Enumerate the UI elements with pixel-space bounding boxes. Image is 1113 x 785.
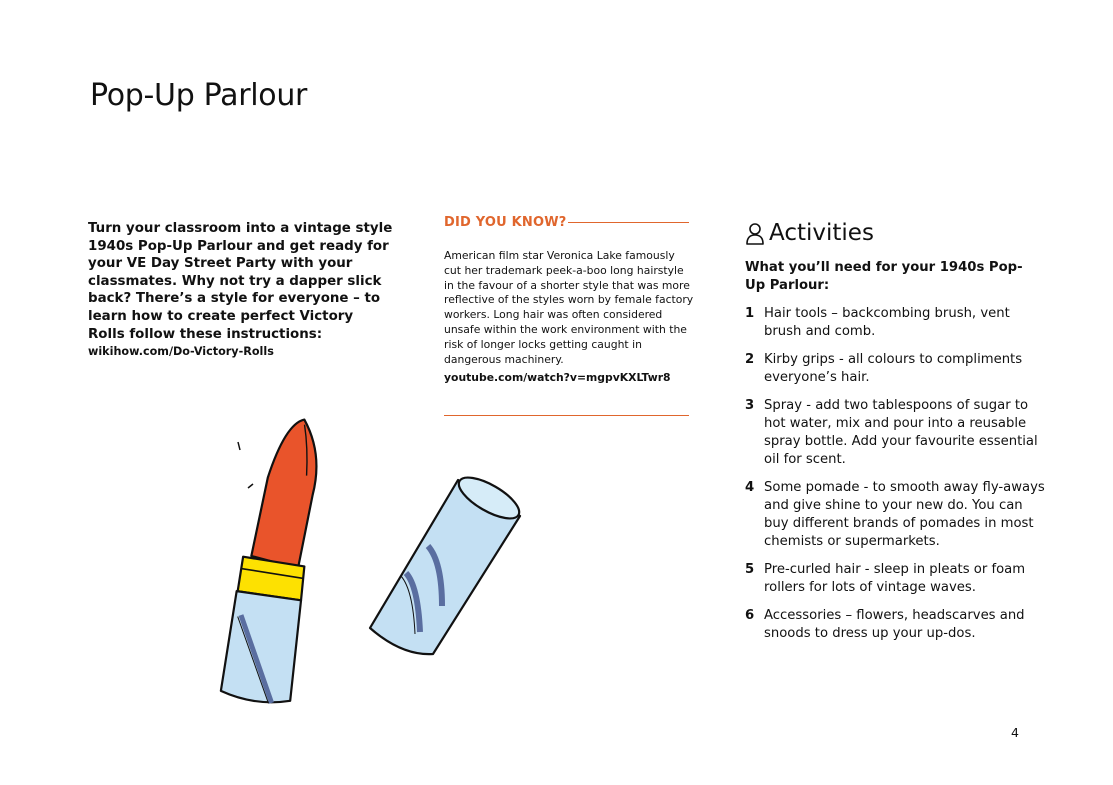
item-text: Pre-curled hair - sleep in pleats or foam rollers for lots of vintage waves. <box>764 562 1026 595</box>
activities-list <box>745 305 1045 653</box>
sketch-mark <box>248 484 253 488</box>
page-title: Pop-Up Parlour <box>90 78 308 113</box>
item-number: 1 <box>745 306 755 321</box>
sketch-mark <box>238 442 240 450</box>
victory-rolls-link[interactable]: wikihow.com/Do-Victory-Rolls <box>88 345 274 359</box>
did-you-know-body: American film star Veronica Lake famously cut her trademark peek-a-boo long hairstyle in the favour of a shorter style that was more reflective of the styles worn by female factory workers. Long hair was often considered unsafe within the work environment with the risk of longer locks getting caught in dangerous machinery. <box>444 249 694 366</box>
item-number: 5 <box>745 562 755 577</box>
intro-paragraph <box>88 220 393 361</box>
lipstick-cap <box>370 470 525 654</box>
did-you-know-heading: DID YOU KNOW? <box>444 215 567 230</box>
list-item <box>745 479 1045 551</box>
item-text: Kirby grips - all colours to compliments everyone’s hair. <box>764 352 1023 385</box>
intro-text: Turn your classroom into a vintage style 1940s Pop-Up Parlour and get ready for your VE Day Street Party with your classmates. Why not try a dapper slick back? There’s a style for everyone – to learn how to create perfect Victory Rolls follow these instructions: <box>88 221 393 342</box>
list-item <box>745 561 1045 597</box>
item-number: 6 <box>745 608 755 623</box>
list-item <box>745 351 1045 387</box>
youtube-link[interactable]: youtube.com/watch?v=mgpvKXLTwr8 <box>444 371 671 384</box>
list-item <box>745 305 1045 341</box>
item-number: 3 <box>745 398 755 413</box>
person-icon <box>745 222 765 246</box>
list-item <box>745 607 1045 643</box>
lipstick-body <box>220 413 334 706</box>
item-text: Some pomade - to smooth away fly-aways and give shine to your new do. You can buy different brands of pomades in most chemists or supermarkets. <box>764 480 1045 549</box>
lipstick-bullet <box>251 415 325 569</box>
item-number: 4 <box>745 480 755 495</box>
item-text: Hair tools – backcombing brush, vent brush and comb. <box>764 306 1010 339</box>
activities-title: Activities <box>769 220 874 246</box>
page-number: 4 <box>1011 725 1019 740</box>
activities-subtitle: What you’ll need for your 1940s Pop-Up Parlour: <box>745 260 1023 293</box>
item-number: 2 <box>745 352 755 367</box>
did-you-know-divider-top <box>568 222 689 223</box>
item-text: Accessories – flowers, headscarves and snoods to dress up your up-dos. <box>764 608 1025 641</box>
list-item <box>745 397 1045 469</box>
item-text: Spray - add two tablespoons of sugar to hot water, mix and pour into a reusable spray bottle. Add your favourite essential oil for scent. <box>764 398 1038 467</box>
lipstick-illustration <box>180 410 540 720</box>
